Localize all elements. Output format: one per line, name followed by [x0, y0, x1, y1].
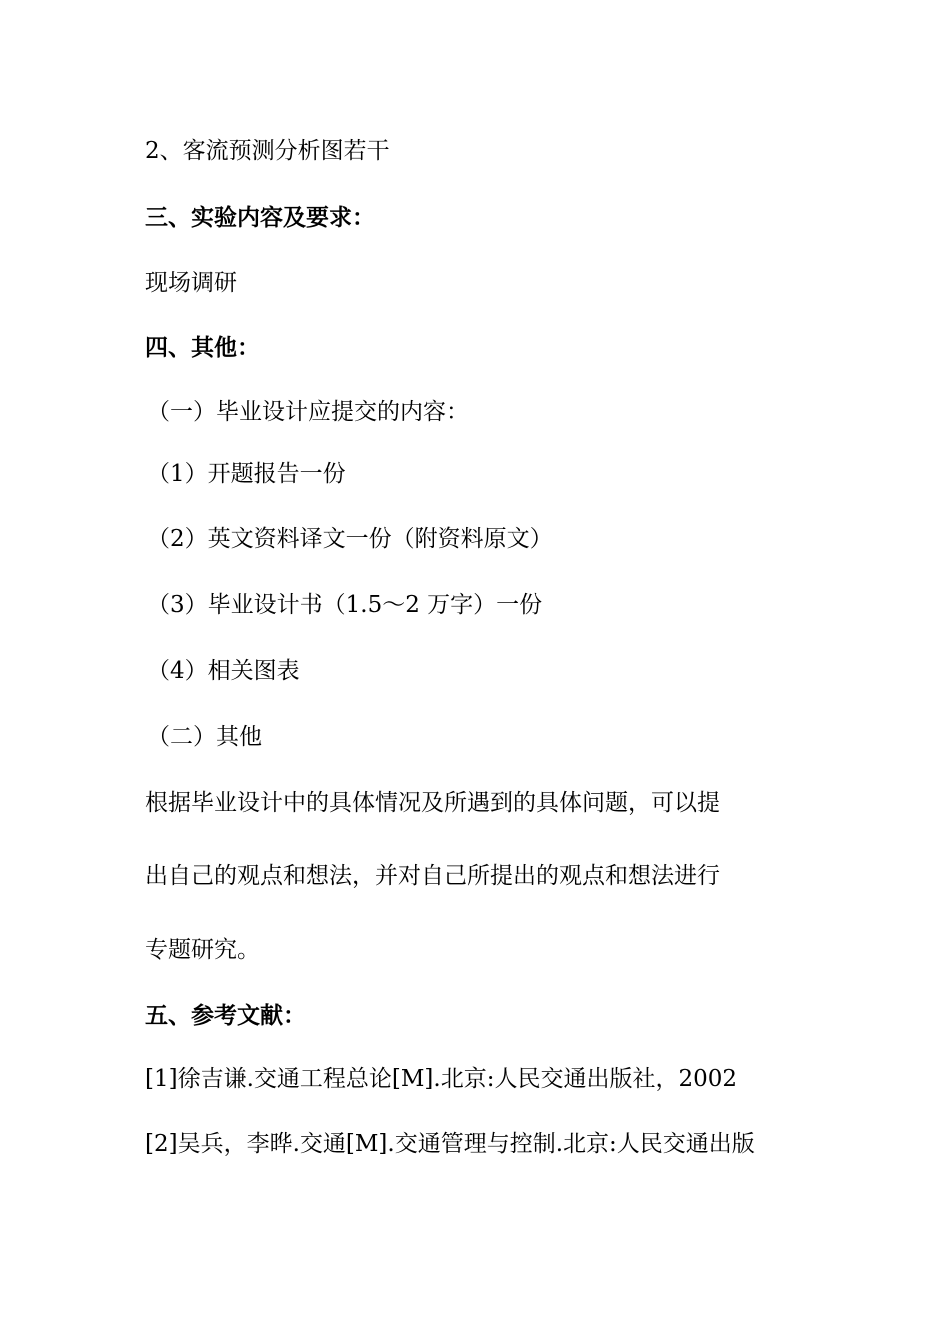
subsection-other: （二）其他 [147, 724, 262, 750]
subsection-submission-content: （一）毕业设计应提交的内容： [147, 399, 469, 425]
list-item-passenger-flow-charts: 2、客流预测分析图若干 [145, 138, 390, 164]
list-item-proposal-report: （1）开题报告一份 [147, 461, 346, 487]
list-item-english-translation: （2）英文资料译文一份（附资料原文） [147, 526, 553, 552]
reference-item-2: [2]吴兵，李晔.交通[M].交通管理与控制.北京:人民交通出版 [145, 1131, 755, 1157]
list-item-design-book: （3）毕业设计书（1.5～2 万字）一份 [147, 592, 543, 618]
section-heading-references: 五、参考文献： [145, 1002, 306, 1029]
reference-item-1: [1]徐吉谦.交通工程总论[M].北京:人民交通出版社，2002 [145, 1066, 737, 1092]
section-heading-experiment: 三、实验内容及要求： [145, 204, 375, 231]
paragraph-line-1: 根据毕业设计中的具体情况及所遇到的具体问题，可以提 [145, 790, 720, 816]
paragraph-field-research: 现场调研 [145, 270, 237, 296]
paragraph-line-2: 出自己的观点和想法，并对自己所提出的观点和想法进行 [145, 863, 720, 889]
paragraph-line-3: 专题研究。 [145, 937, 260, 963]
section-heading-other: 四、其他： [145, 334, 260, 361]
list-item-related-figures: （4）相关图表 [147, 658, 300, 684]
